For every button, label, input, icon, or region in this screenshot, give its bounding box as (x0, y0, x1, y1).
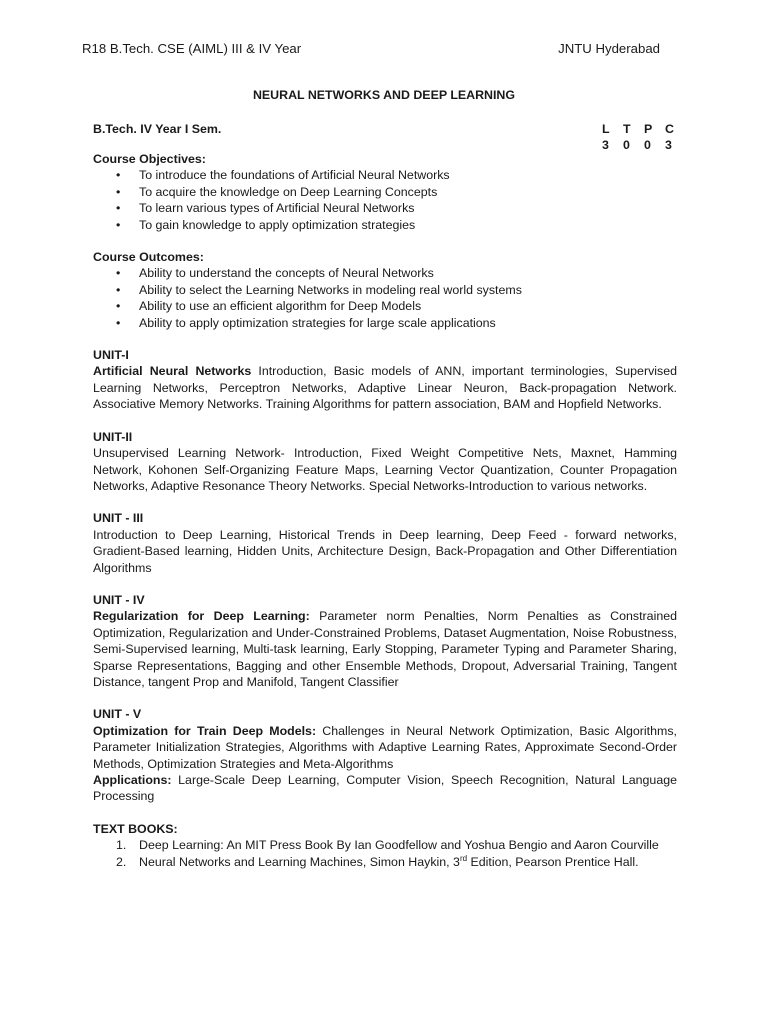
textbook-text: Neural Networks and Learning Machines, Simon Haykin, 3 (139, 854, 460, 869)
ltpc-label-p: P (644, 122, 653, 136)
ltpc-value-t: 0 (623, 138, 630, 153)
unit-5-applications (93, 772, 677, 805)
unit-5-applications-text: Large-Scale Deep Learning, Computer Vision, Speech Recognition, Natural Language Processing (93, 773, 677, 804)
unit-1-text: Introduction, Basic models of ANN, important terminologies, Supervised Learning Networks, Perceptron Networks, Adaptive Linear Neuron, Back-propagation Network. Associative Memory Networks. Training Algorithms for pattern association, BAM and Hopfield Networks. (93, 364, 677, 412)
ltpc-label-l: L (602, 122, 610, 136)
ltpc-value-l: 3 (602, 138, 609, 153)
objective-item: • To acquire the knowledge on Deep Learning Concepts (93, 184, 677, 200)
unit-3-text: Introduction to Deep Learning, Historical Trends in Deep learning, Deep Feed - forward networks, Gradient-Based learning, Hidden Units, Architecture Design, Back-Propagation and Other Differentiation Algorithms (93, 527, 677, 575)
objective-item: • To introduce the foundations of Artificial Neural Networks (93, 167, 677, 183)
outcome-item: • Ability to apply optimization strategies for large scale applications (93, 315, 677, 331)
unit-5-text: Challenges in Neural Network Optimization, Basic Algorithms, Parameter Initialization Strategies, Algorithms with Adaptive Learning Rates, Approximate Second-Order Methods, Optimization Strategies and Meta-Algorithms (93, 723, 677, 771)
outcomes-heading: Course Outcomes: (93, 250, 204, 265)
textbooks-heading: TEXT BOOKS: (93, 821, 178, 836)
ltpc-value-c: 3 (665, 138, 672, 153)
unit-4-lead: Regularization for Deep Learning: (93, 609, 310, 624)
textbook-item (93, 837, 677, 853)
textbook-superscript: rd (459, 853, 468, 863)
unit-3-content (93, 527, 677, 576)
textbook-number: 2. (116, 854, 127, 869)
objectives-list (93, 167, 677, 233)
unit-4-text: Parameter norm Penalties, Norm Penalties as Constrained Optimization, Regularization and Under-Constrained Problems, Dataset Augmentation, Noise Robustness, Semi-Supervised learning, Multi-task learning, Early Stopping, Parameter Typing and Parameter Sharing, Sparse Representations, Bagging and other Ensemble Methods, Dropout, Adversarial Training, Tangent Distance, tangent Prop and Manifold, Tangent Classifier (93, 609, 677, 689)
unit-2-content (93, 445, 677, 494)
unit-4-heading: UNIT - IV (93, 592, 145, 607)
ltpc-label-c: C (665, 122, 674, 136)
semester-label: B.Tech. IV Year I Sem. (93, 122, 222, 136)
outcome-item: • Ability to select the Learning Networks in modeling real world systems (93, 282, 677, 298)
objective-item: • To gain knowledge to apply optimization strategies (93, 217, 677, 233)
unit-1-heading: UNIT-I (93, 348, 129, 363)
objective-item: • To learn various types of Artificial Neural Networks (93, 200, 677, 216)
ltpc-value-p: 0 (644, 138, 651, 153)
textbook-number: 1. (116, 838, 127, 853)
textbook-text: Deep Learning: An MIT Press Book By Ian Goodfellow and Yoshua Bengio and Aaron Courville (139, 838, 659, 853)
ltpc-labels (602, 121, 686, 137)
outcomes-list (93, 265, 677, 331)
ltpc-label-t: T (623, 122, 631, 136)
textbook-text-tail: Edition, Pearson Prentice Hall. (467, 854, 639, 869)
unit-5-heading: UNIT - V (93, 707, 142, 722)
unit-2-text: Unsupervised Learning Network- Introduction, Fixed Weight Competitive Nets, Maxnet, Hamming Network, Kohonen Self-Organizing Feature Maps, Learning Vector Quantization, Counter Propagation Networks, Adaptive Resonance Theory Networks. Special Networks-Introduction to various networks. (93, 446, 677, 493)
unit-4-content (93, 608, 677, 690)
unit-5-applications-lead: Applications: (93, 773, 172, 787)
header-left: R18 B.Tech. CSE (AIML) III & IV Year (82, 41, 302, 56)
textbook-item (93, 854, 677, 870)
outcome-item: • Ability to use an efficient algorithm for Deep Models (93, 298, 677, 314)
document-body (93, 151, 677, 870)
ltpc-table (602, 121, 686, 154)
page-header (82, 41, 660, 57)
unit-5-lead: Optimization for Train Deep Models: (93, 723, 317, 738)
unit-1-lead: Artificial Neural Networks (93, 364, 252, 379)
unit-1-content (93, 363, 677, 412)
unit-5-content (93, 723, 677, 772)
objectives-heading: Course Objectives: (93, 152, 206, 166)
outcome-item: • Ability to understand the concepts of Neural Networks (93, 265, 677, 281)
textbooks-list (93, 837, 677, 870)
unit-3-heading: UNIT - III (93, 511, 144, 526)
header-right: JNTU Hyderabad (558, 41, 660, 56)
unit-2-heading: UNIT-II (93, 429, 133, 444)
course-title: NEURAL NETWORKS AND DEEP LEARNING (252, 88, 516, 102)
